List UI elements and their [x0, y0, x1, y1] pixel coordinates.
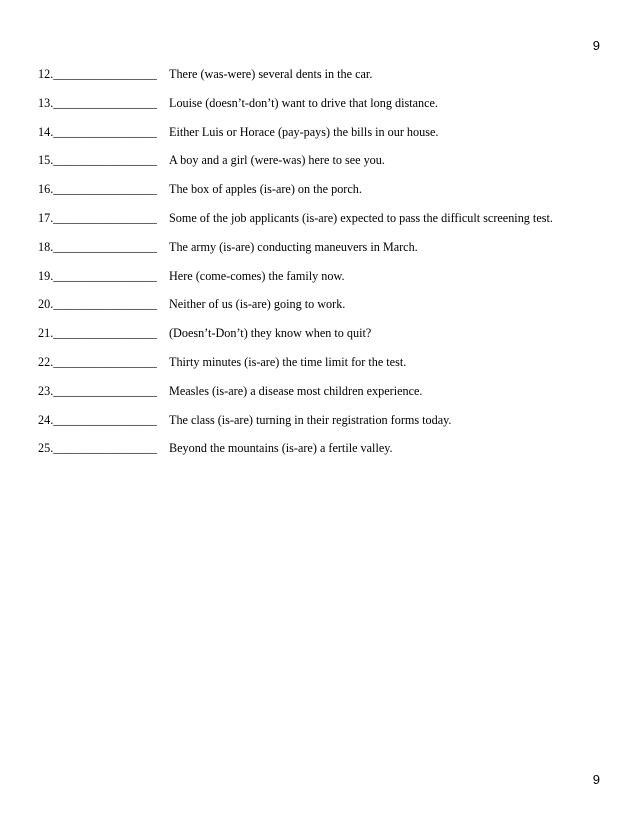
list-item — [38, 95, 608, 124]
item-number-blank: 25._________________ — [38, 441, 157, 456]
page-number-top: 9 — [592, 38, 600, 53]
item-sentence: There (was-were) several dents in the car. — [169, 67, 373, 81]
page-number-bottom: 9 — [592, 772, 600, 787]
item-sentence: Beyond the mountains (is-are) a fertile valley. — [169, 441, 393, 456]
item-number-blank: 13._________________ — [38, 95, 157, 110]
item-number-blank: 18._________________ — [38, 239, 157, 254]
item-sentence: The army (is-are) conducting maneuvers in March. — [169, 239, 418, 254]
item-sentence: Thirty minutes (is-are) the time limit for the test. — [169, 354, 407, 369]
list-item — [38, 325, 608, 354]
list-item — [38, 268, 608, 297]
item-number-blank: 12._________________ — [38, 67, 157, 81]
item-sentence: Measles (is-are) a disease most children experience. — [169, 383, 423, 398]
exercise-list — [38, 66, 608, 469]
item-sentence: Either Luis or Horace (pay-pays) the bills in our house. — [169, 124, 439, 139]
item-sentence: Neither of us (is-are) going to work. — [169, 297, 346, 312]
item-number-blank: 22._________________ — [38, 354, 157, 369]
list-item — [38, 239, 608, 268]
item-sentence: Louise (doesn’t-don’t) want to drive that long distance. — [169, 95, 438, 110]
item-number-blank: 14._________________ — [38, 124, 157, 139]
item-sentence: The box of apples (is-are) on the porch. — [169, 182, 362, 197]
list-item — [38, 412, 608, 441]
list-item — [38, 66, 608, 95]
item-sentence: Here (come-comes) the family now. — [169, 268, 345, 283]
item-number-blank: 16._________________ — [38, 182, 157, 197]
list-item — [38, 383, 608, 412]
item-number-blank: 21._________________ — [38, 326, 157, 341]
item-number-blank: 17._________________ — [38, 210, 157, 225]
list-item — [38, 152, 608, 181]
item-number-blank: 23._________________ — [38, 383, 157, 398]
list-item — [38, 440, 608, 469]
list-item — [38, 296, 608, 325]
list-item — [38, 354, 608, 383]
item-number-blank: 19._________________ — [38, 268, 157, 283]
list-item — [38, 210, 608, 239]
list-item — [38, 181, 608, 210]
item-number-blank: 24._________________ — [38, 412, 157, 427]
item-number-blank: 15._________________ — [38, 153, 157, 168]
item-sentence: The class (is-are) turning in their registration forms today. — [169, 412, 452, 427]
item-number-blank: 20._________________ — [38, 297, 157, 312]
item-sentence: A boy and a girl (were-was) here to see you. — [169, 153, 385, 168]
item-sentence: (Doesn’t-Don’t) they know when to quit? — [169, 326, 372, 341]
list-item — [38, 124, 608, 153]
item-sentence: Some of the job applicants (is-are) expected to pass the difficult screening test. — [169, 210, 553, 225]
